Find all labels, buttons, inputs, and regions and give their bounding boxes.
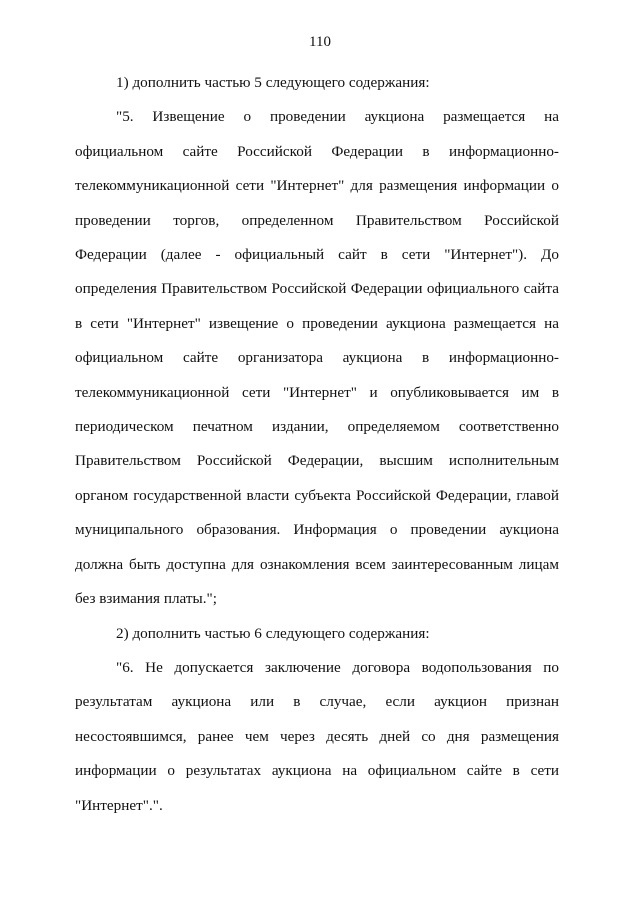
amendment-part-5-text: "5. Извещение о проведении аукциона размещается на официальном сайте Российской Федерации в информационно-телекоммуникационной сети "Интернет" для размещения информации о проведении торгов, определенном Правительством Российской Федерации (далее - официальный сайт в сети "Интернет"). До определения Правительством Российской Федерации официального сайта в сети "Интернет" извещение о проведении аукциона размещается на официальном сайте организатора аукциона в информационно-телекоммуникационной сети "Интернет" и опубликовывается им в периодическом печатном издании, определяемом соответственно Правительством Российской Федерации, высшим исполнительным органом государственной власти субъекта Российской Федерации, главой муниципального образования. Информация о проведении аукциона должна быть доступна для ознакомления всем заинтересованным лицам без взимания платы."; bbox=[75, 108, 559, 608]
amendment-item-1-intro: 1) дополнить частью 5 следующего содержания: bbox=[116, 74, 430, 91]
amendment-item-2-intro: 2) дополнить частью 6 следующего содержания: bbox=[116, 624, 430, 642]
page-number: 110 bbox=[309, 34, 331, 50]
document-body bbox=[75, 66, 559, 823]
amendment-part-6-text: "6. Не допускается заключение договора водопользования по результатам аукциона или в случае, если аукцион признан несостоявшимся, ранее чем через десять дней со дня размещения информации о результатах аукциона на официальном сайте в сети "Интернет".". bbox=[75, 658, 559, 814]
